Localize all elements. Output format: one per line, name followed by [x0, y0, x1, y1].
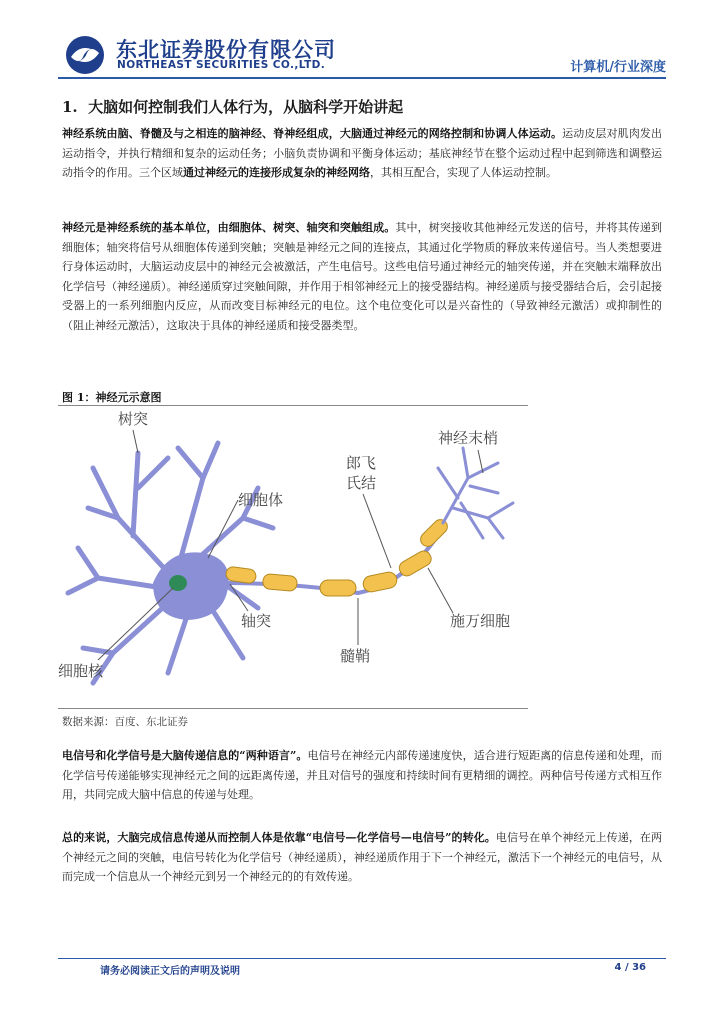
axon-terminals [438, 448, 513, 538]
label-nucleus: 细胞核 [58, 662, 104, 680]
paragraph-2-lead: 神经元是神经系统的基本单位，由细胞体、树突、轴突和突触组成。 [62, 221, 396, 234]
paragraph-2-body: 其中，树突接收其他神经元发送的信号，并将其传递到细胞体；轴突将信号从细胞体传递到突触；突触是神经元之间的连接点，其通过化学物质的释放来传递信号。当人类想要进行身体运动时，大脑运动皮层中的神经元会被激活，产生电信号。这些电信号通过神经元的轴突传递，并在突触末端释放出化学信号（神经递质）。神经递质穿过突触间隙，并作用于相邻神经元上的接受器结构。神经递质与接受器结合后，会引起接受器上的一系列细胞内反应，从而改变目标神经元的电位。这个电位变化可以是兴奋性的（导致神经元激活）或抑制性的（阻止神经元激活），这取决于具体的神经递质和接受器类型。 [62, 221, 663, 332]
figure-top-rule [58, 405, 528, 406]
label-ranvier-line1: 郎飞 [346, 454, 377, 472]
figure-title: 图 1：神经元示意图 [62, 391, 162, 404]
label-axon: 轴突 [241, 612, 272, 630]
paragraph-1-lead: 神经系统由脑、脊髓及与之相连的脑神经、脊神经组成，大脑通过神经元的网络控制和协调人体运动。 [62, 127, 563, 140]
label-schwann: 施万细胞 [450, 612, 511, 630]
section-number: 1. [62, 98, 78, 116]
footer-divider [58, 958, 666, 959]
figure-bottom-rule [58, 708, 528, 709]
paragraph-4 [62, 828, 662, 887]
paragraph-4-body: 电信号在单个神经元上传递，在两个神经元之间的突触，电信号转化为化学信号（神经递质），神经递质作用于下一个神经元，激活下一个神经元的电信号，从而完成一个信息从一个神经元到另一个神经元的的有效传递。 [62, 831, 663, 883]
paragraph-1-tail: ，其相互配合，实现了人体运动控制。 [370, 166, 557, 179]
company-name-en: NORTHEAST SECURITIES CO.,LTD. [117, 59, 326, 71]
section-title: 大脑如何控制我们人体行为，从脑科学开始讲起 [88, 98, 404, 116]
label-dendrite: 树突 [118, 410, 149, 428]
paragraph-2 [62, 218, 662, 335]
company-name-cn: 东北证券股份有限公司 [116, 38, 336, 62]
paragraph-3 [62, 746, 662, 805]
label-terminal: 神经末梢 [438, 429, 499, 447]
paragraph-4-lead: 总的来说，大脑完成信息传递从而控制人体是依靠“电信号—化学信号—电信号”的转化。 [62, 831, 496, 844]
header-divider [58, 77, 666, 79]
report-category: 计算机/行业深度 [570, 60, 666, 75]
label-cell-body: 细胞体 [238, 491, 284, 509]
paragraph-3-lead: 电信号和化学信号是大脑传递信息的“两种语言”。 [62, 749, 308, 762]
paragraph-3-body: 电信号在神经元内部传递速度快，适合进行短距离的信息传递和处理，而化学信号传递能够实现神经元之间的远距离传递，并且对信号的强度和持续时间有更精细的调控。两种信号传递方式相互作用，共同完成大脑中信息的传递与处理。 [62, 749, 663, 801]
paragraph-1-emphasis: 通过神经元的连接形成复杂的神经网络 [183, 166, 370, 179]
page-number: 4 / 36 [614, 962, 646, 973]
neuron-diagram [58, 408, 528, 706]
paragraph-1-body: 运动皮层对肌肉发出运动指令，并执行精细和复杂的运动任务；小脑负责协调和平衡身体运动；基底神经节在整个运动过程中起到筛选和调整运动指令的作用。三个区域 [62, 127, 662, 179]
label-myelin: 髓鞘 [340, 647, 371, 665]
company-logo-icon [65, 35, 105, 75]
paragraph-1 [62, 124, 662, 183]
footer-disclaimer: 请务必阅读正文后的声明及说明 [100, 966, 240, 977]
label-ranvier-line2: 氏结 [346, 474, 377, 492]
section-heading [62, 96, 403, 117]
cell-body-shape [153, 552, 229, 620]
figure-source: 数据来源：百度、东北证券 [62, 716, 188, 728]
